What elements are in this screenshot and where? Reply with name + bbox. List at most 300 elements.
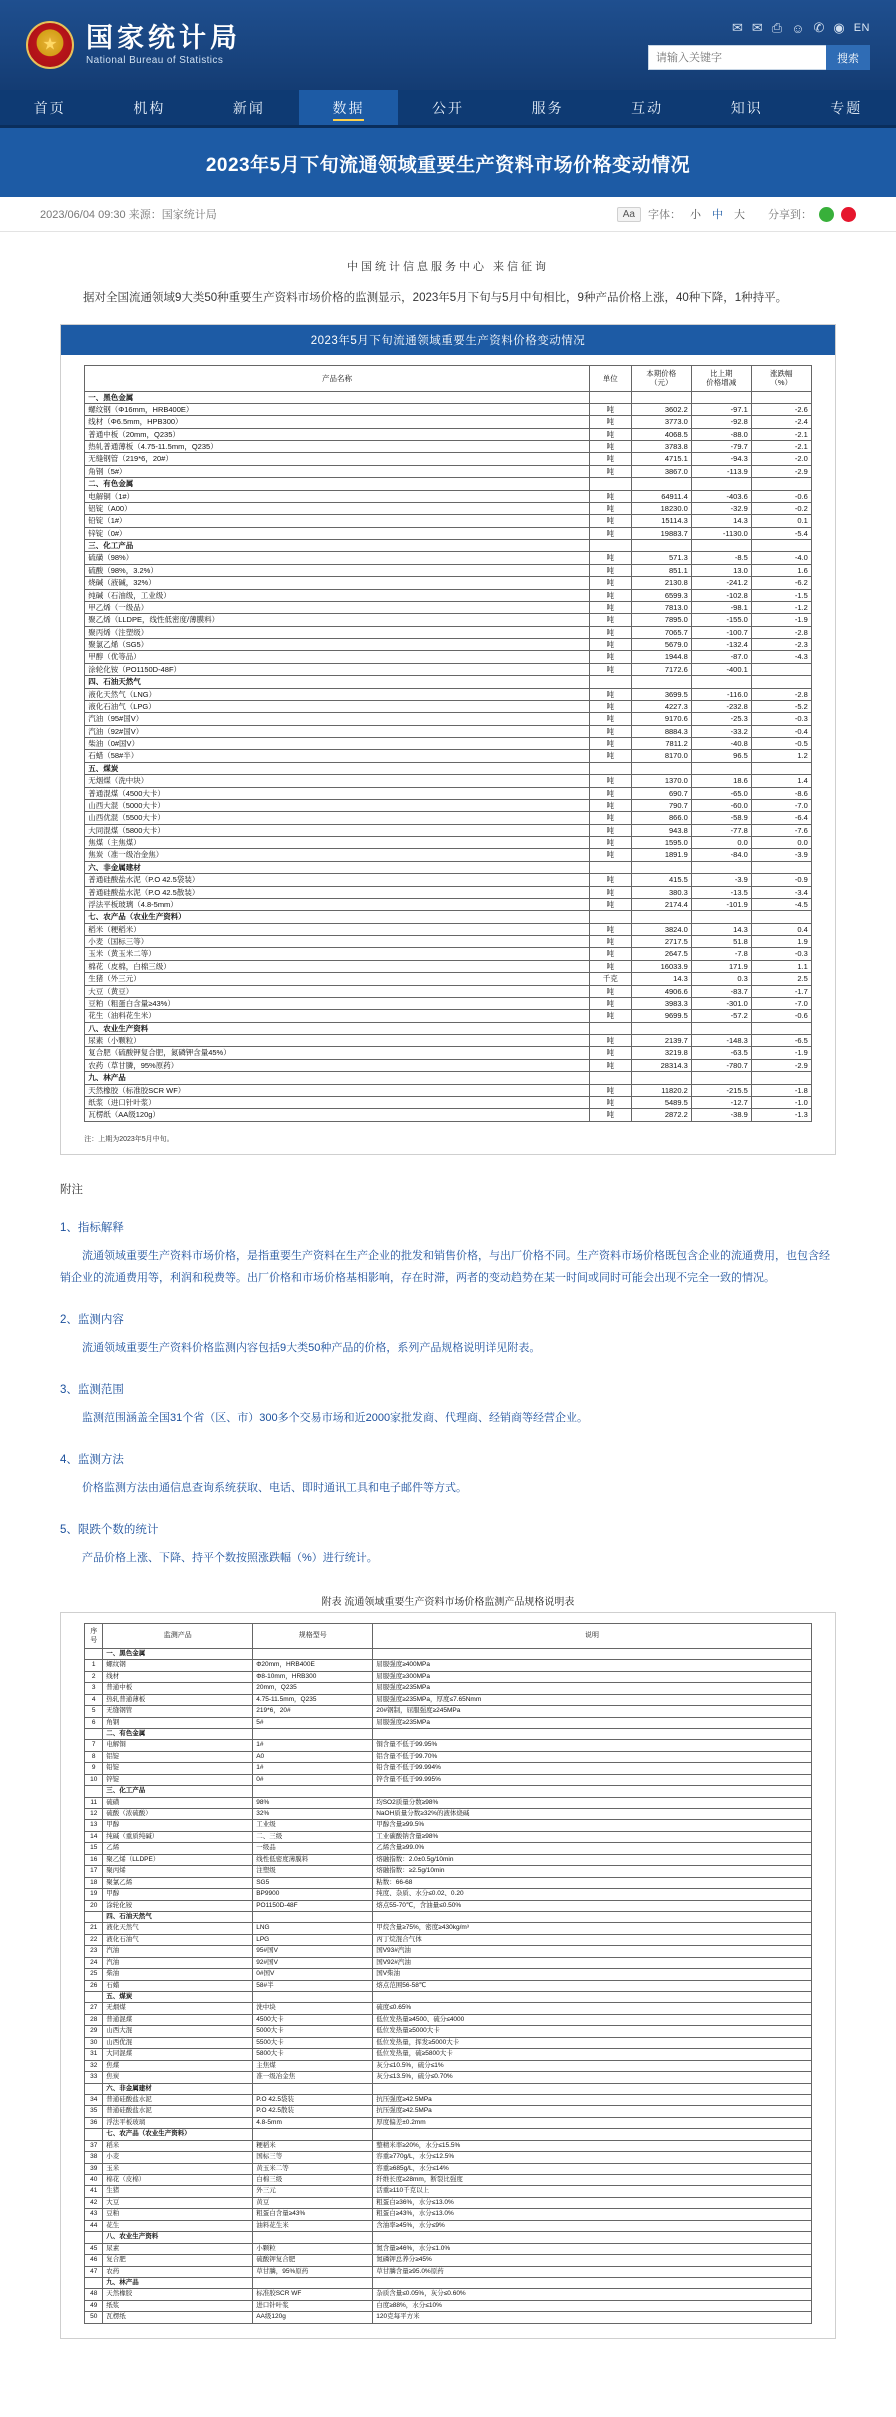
table-row bbox=[85, 465, 812, 477]
cell-pct: -3.9 bbox=[751, 849, 811, 861]
appendix-table bbox=[84, 1623, 812, 2324]
cell-pct: -4.3 bbox=[751, 651, 811, 663]
cell-unit: 吨 bbox=[589, 700, 631, 712]
cell-unit: 吨 bbox=[589, 725, 631, 737]
cell-index: 15 bbox=[85, 1843, 103, 1854]
search-button[interactable]: 搜索 bbox=[826, 45, 870, 70]
table-row bbox=[85, 639, 812, 651]
table-row bbox=[85, 403, 812, 415]
table-row bbox=[85, 2266, 812, 2277]
cell-index: 21 bbox=[85, 1923, 103, 1934]
table-row bbox=[85, 1109, 812, 1121]
cell-unit: 吨 bbox=[589, 997, 631, 1009]
cell-product: 农药 bbox=[103, 2266, 253, 2277]
cell-price: 1944.8 bbox=[631, 651, 691, 663]
cell-product: 硫磺 bbox=[103, 1797, 253, 1808]
table-row bbox=[85, 2255, 812, 2266]
cell-product: 柴油 bbox=[103, 1969, 253, 1980]
cell-product: 线材（Φ6.5mm，HPB300） bbox=[85, 416, 590, 428]
cell-desc: 低位发热量≥4500、硫分≤4000 bbox=[373, 2014, 812, 2025]
cell-pct: -0.2 bbox=[751, 502, 811, 514]
cell-spec: LPG bbox=[253, 1934, 373, 1945]
price-table bbox=[84, 365, 812, 1122]
cell-unit: 吨 bbox=[589, 886, 631, 898]
wechat-icon[interactable]: ✆ bbox=[813, 20, 824, 36]
table-row bbox=[85, 577, 812, 589]
table-row bbox=[85, 1084, 812, 1096]
cell-diff bbox=[691, 391, 751, 403]
cell-desc: 低位发热量，挥发≥5000大卡 bbox=[373, 2037, 812, 2048]
weibo-share-icon[interactable] bbox=[841, 207, 856, 222]
cell-diff: -83.7 bbox=[691, 985, 751, 997]
cell-price bbox=[631, 762, 691, 774]
cell-spec: 95#国V bbox=[253, 1946, 373, 1957]
table-row bbox=[85, 1706, 812, 1717]
cell-desc bbox=[373, 2083, 812, 2094]
cell-spec: 白棉三级 bbox=[253, 2175, 373, 2186]
cell-pct bbox=[751, 1072, 811, 1084]
table-row bbox=[85, 441, 812, 453]
cell-price: 3219.8 bbox=[631, 1047, 691, 1059]
cell-desc: 铜含量不低于99.95% bbox=[373, 1740, 812, 1751]
table-row bbox=[85, 2094, 812, 2105]
cell-pct: -0.6 bbox=[751, 490, 811, 502]
price-table-card bbox=[60, 324, 836, 1155]
cell-unit: 吨 bbox=[589, 626, 631, 638]
table-row bbox=[85, 2209, 812, 2220]
article-body bbox=[0, 232, 896, 2417]
table-row bbox=[85, 1671, 812, 1682]
cell-spec bbox=[253, 2129, 373, 2140]
cell-spec: 5# bbox=[253, 1717, 373, 1728]
cell-spec: Φ20mm，HRB400E bbox=[253, 1660, 373, 1671]
cell-pct: -1.0 bbox=[751, 1096, 811, 1108]
cell-spec: 小颗粒 bbox=[253, 2243, 373, 2254]
cell-pct: -2.0 bbox=[751, 453, 811, 465]
table-row bbox=[85, 2300, 812, 2311]
nav-item-open[interactable]: 公开 bbox=[398, 90, 498, 125]
cell-product: 石蜡 bbox=[103, 1980, 253, 1991]
table-row bbox=[85, 997, 812, 1009]
cell-price bbox=[631, 911, 691, 923]
cell-spec: 一级品 bbox=[253, 1843, 373, 1854]
table-row bbox=[85, 540, 812, 552]
cell-price: 2130.8 bbox=[631, 577, 691, 589]
table-row bbox=[85, 2026, 812, 2037]
language-switch[interactable]: EN bbox=[854, 22, 870, 34]
cell-index: 44 bbox=[85, 2220, 103, 2231]
cell-product: 锌锭（0#） bbox=[85, 527, 590, 539]
cell-spec: AA级120g bbox=[253, 2312, 373, 2323]
cell-pct: -2.1 bbox=[751, 441, 811, 453]
annotation-heading: 2、监测内容 bbox=[60, 1311, 836, 1327]
cell-index: 24 bbox=[85, 1957, 103, 1968]
annotation-paragraph: 价格监测方法由通信息查询系统获取、电话、即时通讯工具和电子邮件等方式。 bbox=[60, 1477, 836, 1499]
cell-product: 五、煤炭 bbox=[85, 762, 590, 774]
cell-index: 47 bbox=[85, 2266, 103, 2277]
cell-spec: 主焦煤 bbox=[253, 2060, 373, 2071]
cell-desc: 纯度、杂质、水分≤0.02、0.20 bbox=[373, 1889, 812, 1900]
cell-index: 37 bbox=[85, 2140, 103, 2151]
cell-desc: 120克每平方米 bbox=[373, 2312, 812, 2323]
cell-unit: 吨 bbox=[589, 564, 631, 576]
table-row bbox=[85, 416, 812, 428]
cell-unit bbox=[589, 1022, 631, 1034]
cell-product: 甲乙烯（一级品） bbox=[85, 601, 590, 613]
table-row bbox=[85, 2197, 812, 2208]
cell-unit: 吨 bbox=[589, 923, 631, 935]
cell-unit bbox=[589, 1072, 631, 1084]
col-price: 本期价格 （元） bbox=[631, 365, 691, 391]
cell-price: 4227.3 bbox=[631, 700, 691, 712]
cell-pct: 1.1 bbox=[751, 960, 811, 972]
cell-index: 3 bbox=[85, 1683, 103, 1694]
nav-item-interaction[interactable]: 互动 bbox=[597, 90, 697, 125]
cell-diff: 13.0 bbox=[691, 564, 751, 576]
cell-desc: 国V93#汽油 bbox=[373, 1946, 812, 1957]
table-row bbox=[85, 837, 812, 849]
table-row bbox=[85, 1751, 812, 1762]
cell-unit: 吨 bbox=[589, 799, 631, 811]
font-size-medium[interactable]: 中 bbox=[710, 206, 725, 222]
cell-index bbox=[85, 2277, 103, 2288]
cell-price: 690.7 bbox=[631, 787, 691, 799]
table-row bbox=[85, 1831, 812, 1842]
font-size-chip[interactable]: Aa bbox=[617, 207, 641, 222]
cell-price: 1370.0 bbox=[631, 775, 691, 787]
cell-diff: -40.8 bbox=[691, 738, 751, 750]
cell-product: 小麦 bbox=[103, 2152, 253, 2163]
cell-diff: -1130.0 bbox=[691, 527, 751, 539]
cell-pct: -1.7 bbox=[751, 985, 811, 997]
cell-spec: 注塑级 bbox=[253, 1866, 373, 1877]
cell-pct: -7.0 bbox=[751, 997, 811, 1009]
cell-spec: LNG bbox=[253, 1923, 373, 1934]
nav-item-service[interactable]: 服务 bbox=[498, 90, 598, 125]
cell-desc: 铅含量不低于99.994% bbox=[373, 1763, 812, 1774]
cell-pct: -1.8 bbox=[751, 1084, 811, 1096]
cell-diff: -102.8 bbox=[691, 589, 751, 601]
font-size-large[interactable]: 大 bbox=[732, 206, 747, 222]
table-row bbox=[85, 911, 812, 923]
annotation-paragraph: 产品价格上涨、下降、持平个数按照涨跌幅（%）进行统计。 bbox=[60, 1547, 836, 1569]
cell-spec: 0#国V bbox=[253, 1969, 373, 1980]
cell-index: 6 bbox=[85, 1717, 103, 1728]
cell-desc: 熔点范围56-58℃ bbox=[373, 1980, 812, 1991]
cell-desc bbox=[373, 1786, 812, 1797]
cell-spec: 20mm，Q235 bbox=[253, 1683, 373, 1694]
cell-product: 七、农产品（农业生产资料） bbox=[85, 911, 590, 923]
cell-unit: 吨 bbox=[589, 601, 631, 613]
cell-diff: -148.3 bbox=[691, 1035, 751, 1047]
cell-price: 3699.5 bbox=[631, 688, 691, 700]
cell-pct: -7.6 bbox=[751, 824, 811, 836]
cell-unit: 吨 bbox=[589, 824, 631, 836]
cell-price: 415.5 bbox=[631, 874, 691, 886]
cell-diff: -94.3 bbox=[691, 453, 751, 465]
cell-price: 19883.7 bbox=[631, 527, 691, 539]
cell-unit: 吨 bbox=[589, 403, 631, 415]
font-size-small[interactable]: 小 bbox=[688, 206, 703, 222]
cell-index: 49 bbox=[85, 2300, 103, 2311]
wechat-share-icon[interactable] bbox=[819, 207, 834, 222]
table-row bbox=[85, 1980, 812, 1991]
table-row bbox=[85, 2049, 812, 2060]
mail-open-icon[interactable]: ✉ bbox=[752, 20, 763, 36]
cell-diff: -32.9 bbox=[691, 502, 751, 514]
footer-spacer bbox=[60, 2347, 836, 2377]
cell-desc: 屈服强度≥235MPa bbox=[373, 1717, 812, 1728]
table-row bbox=[85, 2186, 812, 2197]
cell-index: 32 bbox=[85, 2060, 103, 2071]
cell-index bbox=[85, 1728, 103, 1739]
cell-product: 山西大混 bbox=[103, 2026, 253, 2037]
cell-spec: 准一级冶金焦 bbox=[253, 2072, 373, 2083]
cell-product: 焦煤（主焦煤） bbox=[85, 837, 590, 849]
cell-product: 汽油（92#国V） bbox=[85, 725, 590, 737]
table-row bbox=[85, 453, 812, 465]
mail-icon[interactable]: ✉ bbox=[732, 20, 743, 36]
cell-spec: 工业级 bbox=[253, 1820, 373, 1831]
cell-product: 生猪（外三元） bbox=[85, 973, 590, 985]
user-icon[interactable]: ☺ bbox=[791, 21, 804, 36]
cell-index: 33 bbox=[85, 2072, 103, 2083]
annotation-paragraph: 监测范围涵盖全国31个省（区、市）300多个交易市场和近2000家批发商、代理商、经销商等经营企业。 bbox=[60, 1407, 836, 1429]
cell-pct: 1.4 bbox=[751, 775, 811, 787]
cell-price: 3867.0 bbox=[631, 465, 691, 477]
table-row bbox=[85, 1660, 812, 1671]
national-emblem-icon bbox=[26, 21, 74, 69]
cell-unit: 吨 bbox=[589, 837, 631, 849]
cell-diff: -8.5 bbox=[691, 552, 751, 564]
cell-product: 液化石油气（LPG） bbox=[85, 700, 590, 712]
cell-pct: -5.2 bbox=[751, 700, 811, 712]
cell-price: 3602.2 bbox=[631, 403, 691, 415]
print-icon[interactable]: ⎙ bbox=[772, 20, 782, 36]
cell-product: 焦煤 bbox=[103, 2060, 253, 2071]
table-row bbox=[85, 1843, 812, 1854]
cell-product: 天然橡胶（标准胶SCR WF） bbox=[85, 1084, 590, 1096]
cell-spec: 5500大卡 bbox=[253, 2037, 373, 2048]
table-row bbox=[85, 1694, 812, 1705]
cell-pct: -1.9 bbox=[751, 1047, 811, 1059]
cell-product: 一、黑色金属 bbox=[85, 391, 590, 403]
cell-desc: 氮磷钾总养分≥45% bbox=[373, 2255, 812, 2266]
cell-spec bbox=[253, 2083, 373, 2094]
col-unit: 单位 bbox=[589, 365, 631, 391]
cell-price bbox=[631, 391, 691, 403]
cell-index: 39 bbox=[85, 2163, 103, 2174]
cell-index bbox=[85, 2232, 103, 2243]
cell-desc: 20#钢制，屈服强度≥245MPa bbox=[373, 1706, 812, 1717]
appx-col-spec: 规格型号 bbox=[253, 1623, 373, 1648]
cell-spec: 5000大卡 bbox=[253, 2026, 373, 2037]
cell-pct: -0.3 bbox=[751, 948, 811, 960]
cell-unit: 吨 bbox=[589, 985, 631, 997]
nav-item-knowledge[interactable]: 知识 bbox=[697, 90, 797, 125]
cell-pct: -2.9 bbox=[751, 1059, 811, 1071]
cell-product: 无烟煤 bbox=[103, 2003, 253, 2014]
cell-product: 电解铜（1#） bbox=[85, 490, 590, 502]
cell-product: 硫磺（98%） bbox=[85, 552, 590, 564]
cell-diff: -33.2 bbox=[691, 725, 751, 737]
cell-diff: -3.9 bbox=[691, 874, 751, 886]
price-table-body bbox=[85, 391, 812, 1121]
cell-spec bbox=[253, 1786, 373, 1797]
cell-desc: 屈服强度≥300MPa bbox=[373, 1671, 812, 1682]
cell-unit: 吨 bbox=[589, 490, 631, 502]
table-row bbox=[85, 2277, 812, 2288]
cell-product: 汽油（95#国V） bbox=[85, 713, 590, 725]
table-row bbox=[85, 2243, 812, 2254]
table-row bbox=[85, 515, 812, 527]
table-row bbox=[85, 428, 812, 440]
search-input[interactable] bbox=[648, 45, 826, 70]
cell-diff: -57.2 bbox=[691, 1010, 751, 1022]
cell-index: 36 bbox=[85, 2117, 103, 2128]
cell-product: 铝锭 bbox=[103, 1751, 253, 1762]
weibo-icon[interactable]: ◉ bbox=[833, 20, 844, 36]
cell-pct bbox=[751, 540, 811, 552]
table-row bbox=[85, 2003, 812, 2014]
cell-index: 35 bbox=[85, 2106, 103, 2117]
cell-spec bbox=[253, 2232, 373, 2243]
cell-spec: 0# bbox=[253, 1774, 373, 1785]
cell-pct: -0.5 bbox=[751, 738, 811, 750]
cell-index: 31 bbox=[85, 2049, 103, 2060]
cell-spec bbox=[253, 1992, 373, 2003]
table-row bbox=[85, 1889, 812, 1900]
table-row bbox=[85, 478, 812, 490]
cell-unit: 吨 bbox=[589, 577, 631, 589]
table-row bbox=[85, 614, 812, 626]
cell-unit: 吨 bbox=[589, 874, 631, 886]
cell-spec: 32% bbox=[253, 1809, 373, 1820]
nav-item-topics[interactable]: 专题 bbox=[797, 90, 896, 125]
cell-product: 普通中板（20mm，Q235） bbox=[85, 428, 590, 440]
table-row bbox=[85, 676, 812, 688]
cell-price: 9170.6 bbox=[631, 713, 691, 725]
cell-index: 26 bbox=[85, 1980, 103, 1991]
cell-spec: 硫酸钾复合肥 bbox=[253, 2255, 373, 2266]
cell-price: 6599.3 bbox=[631, 589, 691, 601]
cell-product: 八、农业生产资料 bbox=[103, 2232, 253, 2243]
cell-desc: 熔点55-70℃，含油量≤0.50% bbox=[373, 1900, 812, 1911]
cell-price: 3783.8 bbox=[631, 441, 691, 453]
cell-product: 普通硅酸盐水泥（P.O 42.5散装） bbox=[85, 886, 590, 898]
cell-spec: 二、三级 bbox=[253, 1831, 373, 1842]
byline: 中国统计信息服务中心 来信征询 bbox=[60, 258, 836, 274]
site-brand[interactable] bbox=[26, 21, 241, 69]
appx-col-desc: 说明 bbox=[373, 1623, 812, 1648]
table-row bbox=[85, 973, 812, 985]
table-row bbox=[85, 2312, 812, 2323]
cell-diff: -87.0 bbox=[691, 651, 751, 663]
cell-diff: 51.8 bbox=[691, 936, 751, 948]
appendix-table-body bbox=[85, 1648, 812, 2323]
table-row bbox=[85, 1797, 812, 1808]
cell-product: 生猪 bbox=[103, 2186, 253, 2197]
cell-diff: -77.8 bbox=[691, 824, 751, 836]
cell-desc: 粘数：66-68 bbox=[373, 1877, 812, 1888]
cell-unit: 吨 bbox=[589, 849, 631, 861]
source-label: 来源：国家统计局 bbox=[129, 209, 217, 221]
cell-product: 七、农产品（农业生产资料） bbox=[103, 2129, 253, 2140]
cell-index: 38 bbox=[85, 2152, 103, 2163]
cell-spec: 4.75-11.5mm，Q235 bbox=[253, 1694, 373, 1705]
cell-spec: SG5 bbox=[253, 1877, 373, 1888]
cell-desc bbox=[373, 1992, 812, 2003]
cell-price: 64911.4 bbox=[631, 490, 691, 502]
cell-product: 聚丙烯 bbox=[103, 1866, 253, 1877]
cell-product: 纯碱（石油级，工业级） bbox=[85, 589, 590, 601]
table-row bbox=[85, 1022, 812, 1034]
cell-desc bbox=[373, 1728, 812, 1739]
cell-product: 硫酸（浓硫酸） bbox=[103, 1809, 253, 1820]
table-row bbox=[85, 725, 812, 737]
cell-product: 农药（草甘膦，95%原药） bbox=[85, 1059, 590, 1071]
table-row bbox=[85, 713, 812, 725]
nav-item-news[interactable]: 新闻 bbox=[199, 90, 299, 125]
nav-item-org[interactable]: 机构 bbox=[100, 90, 200, 125]
table-row bbox=[85, 2175, 812, 2186]
cell-unit: 吨 bbox=[589, 639, 631, 651]
cell-index: 34 bbox=[85, 2094, 103, 2105]
table-row bbox=[85, 1854, 812, 1865]
cell-diff bbox=[691, 911, 751, 923]
cell-index bbox=[85, 1992, 103, 2003]
cell-pct: -5.4 bbox=[751, 527, 811, 539]
nav-item-home[interactable]: 首页 bbox=[0, 90, 100, 125]
cell-price: 2647.5 bbox=[631, 948, 691, 960]
table-row bbox=[85, 1992, 812, 2003]
cell-price: 2717.5 bbox=[631, 936, 691, 948]
table-row bbox=[85, 1010, 812, 1022]
cell-diff: -38.9 bbox=[691, 1109, 751, 1121]
cell-product: 普通混煤（4500大卡） bbox=[85, 787, 590, 799]
nav-item-data[interactable]: 数据 bbox=[299, 90, 399, 125]
cell-product: 瓦楞纸 bbox=[103, 2312, 253, 2323]
table-row bbox=[85, 2232, 812, 2243]
cell-index: 45 bbox=[85, 2243, 103, 2254]
cell-desc: 灰分≤10.5%，硫分≤1% bbox=[373, 2060, 812, 2071]
cell-desc: 硫度≤0.65% bbox=[373, 2003, 812, 2014]
cell-product: 山西优混 bbox=[103, 2037, 253, 2048]
cell-unit: 吨 bbox=[589, 1096, 631, 1108]
cell-diff: -132.4 bbox=[691, 639, 751, 651]
cell-index: 25 bbox=[85, 1969, 103, 1980]
annotation-paragraph: 流通领域重要生产资料市场价格，是指重要生产资料在生产企业的批发和销售价格，与出厂价格不同。生产资料市场价格既包含企业的流通费用，也包含经销企业的流通费用等，利润和税费等。出厂价格和市场价格基相影响，存在时滞，两者的变动趋势在某一时间或同时可能会出现不完全一致的情况。 bbox=[60, 1245, 836, 1289]
cell-product: 石蜡（58#半） bbox=[85, 750, 590, 762]
table-row bbox=[85, 1957, 812, 1968]
brand-title-cn: 国家统计局 bbox=[86, 24, 241, 54]
cell-diff: 171.9 bbox=[691, 960, 751, 972]
cell-unit: 吨 bbox=[589, 688, 631, 700]
cell-desc: 氮含量≥46%，水分≤1.0% bbox=[373, 2243, 812, 2254]
cell-product: 二、有色金属 bbox=[85, 478, 590, 490]
cell-pct: -1.5 bbox=[751, 589, 811, 601]
table-row bbox=[85, 849, 812, 861]
cell-product: 九、林产品 bbox=[85, 1072, 590, 1084]
table-row bbox=[85, 564, 812, 576]
table-row bbox=[85, 1809, 812, 1820]
cell-unit: 吨 bbox=[589, 738, 631, 750]
table-row bbox=[85, 948, 812, 960]
table-row bbox=[85, 700, 812, 712]
cell-diff: -13.5 bbox=[691, 886, 751, 898]
cell-price: 7065.7 bbox=[631, 626, 691, 638]
brand-title-en: National Bureau of Statistics bbox=[86, 55, 241, 66]
